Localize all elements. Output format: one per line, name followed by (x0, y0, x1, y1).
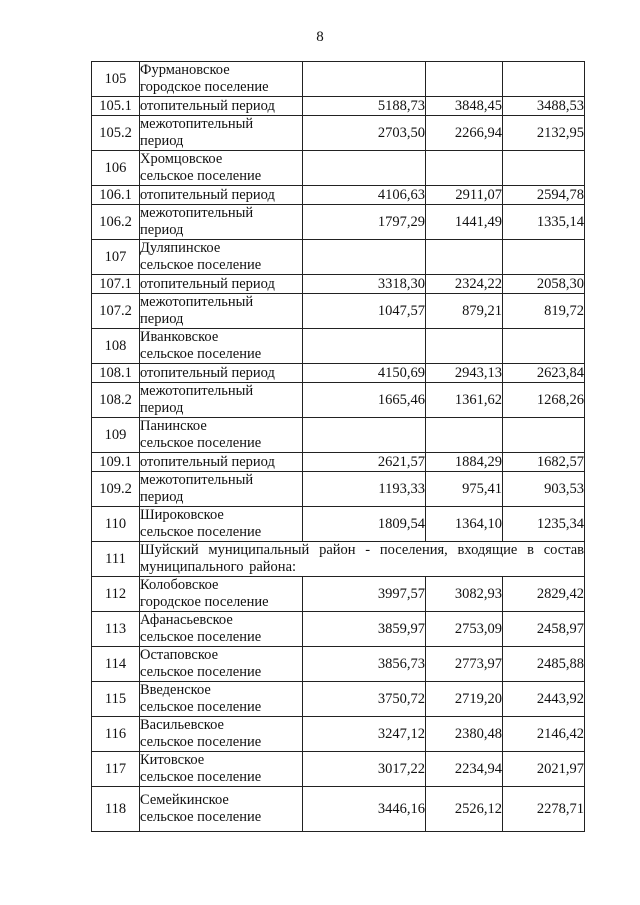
settlement-name (140, 787, 303, 832)
row-number: 108 (92, 329, 140, 364)
value-cell-v1 (303, 62, 426, 97)
value-cell-v3: 2594,78 (503, 186, 585, 205)
name-line: сельское поселение (140, 629, 262, 645)
value-cell-v2: 975,41 (426, 472, 503, 507)
value-cell-v3: 2485,88 (503, 647, 585, 682)
value-cell-v1 (303, 151, 426, 186)
value-cell-v3: 2829,42 (503, 577, 585, 612)
settlement-name (140, 186, 303, 205)
value-cell-v2: 2380,48 (426, 717, 503, 752)
value-cell-v3: 2021,97 (503, 752, 585, 787)
value-cell-v2: 2266,94 (426, 116, 503, 151)
table-row (92, 364, 585, 383)
value-cell-v1: 3859,97 (303, 612, 426, 647)
value-cell-v3: 2623,84 (503, 364, 585, 383)
table-row (92, 97, 585, 116)
table-row (92, 647, 585, 682)
value-cell-v1: 3750,72 (303, 682, 426, 717)
name-line: межотопительный (140, 383, 254, 399)
settlement-name (140, 717, 303, 752)
settlement-name (140, 752, 303, 787)
value-cell-v1: 3446,16 (303, 787, 426, 832)
name-line: Васильевское (140, 717, 224, 733)
value-cell-v2: 2911,07 (426, 186, 503, 205)
value-cell-v3 (503, 62, 585, 97)
row-number: 105 (92, 62, 140, 97)
table-row (92, 383, 585, 418)
name-line: сельское поселение (140, 168, 262, 184)
row-number: 107.2 (92, 294, 140, 329)
table-row (92, 205, 585, 240)
value-cell-v3 (503, 418, 585, 453)
value-cell-v1: 3997,57 (303, 577, 426, 612)
row-number: 106 (92, 151, 140, 186)
value-cell-v1: 3856,73 (303, 647, 426, 682)
row-number: 107 (92, 240, 140, 275)
row-number: 106.1 (92, 186, 140, 205)
name-line: Остаповское (140, 647, 219, 663)
name-line: Панинское (140, 418, 207, 434)
name-line: отопительный период (140, 275, 275, 292)
row-number: 105.2 (92, 116, 140, 151)
value-cell-v3: 2146,42 (503, 717, 585, 752)
value-cell-v3 (503, 329, 585, 364)
value-cell-v3: 2443,92 (503, 682, 585, 717)
settlement-name (140, 612, 303, 647)
settlement-name (140, 364, 303, 383)
name-line: сельское поселение (140, 346, 262, 362)
name-line: сельское поселение (140, 734, 262, 750)
row-number: 109.2 (92, 472, 140, 507)
settlement-name (140, 275, 303, 294)
row-number: 114 (92, 647, 140, 682)
name-line: Введенское (140, 682, 211, 698)
name-line: Фурмановское (140, 62, 230, 78)
name-line: Афанасьевское (140, 612, 233, 628)
row-number: 113 (92, 612, 140, 647)
settlement-name (140, 418, 303, 453)
value-cell-v1 (303, 240, 426, 275)
value-cell-v3: 819,72 (503, 294, 585, 329)
row-number: 107.1 (92, 275, 140, 294)
value-cell-v2: 2943,13 (426, 364, 503, 383)
value-cell-v2: 2773,97 (426, 647, 503, 682)
settlement-name (140, 682, 303, 717)
settlement-name (140, 240, 303, 275)
name-line: сельское поселение (140, 435, 262, 451)
value-cell-v1: 3017,22 (303, 752, 426, 787)
name-line: Семейкинское (140, 792, 229, 808)
value-cell-v2: 2753,09 (426, 612, 503, 647)
tariff-table (91, 61, 585, 832)
table-row (92, 116, 585, 151)
name-line: отопительный период (140, 186, 275, 203)
row-number: 105.1 (92, 97, 140, 116)
settlement-name (140, 62, 303, 97)
table-row (92, 294, 585, 329)
name-line: Колобовское (140, 577, 219, 593)
name-line: межотопительный (140, 472, 254, 488)
name-line: сельское поселение (140, 664, 262, 680)
value-cell-v2: 3082,93 (426, 577, 503, 612)
settlement-name (140, 383, 303, 418)
row-number: 108.1 (92, 364, 140, 383)
value-cell-v3: 2278,71 (503, 787, 585, 832)
value-cell-v2: 2324,22 (426, 275, 503, 294)
table-row (92, 329, 585, 364)
row-number: 116 (92, 717, 140, 752)
value-cell-v1: 1665,46 (303, 383, 426, 418)
value-cell-v2: 1364,10 (426, 507, 503, 542)
settlement-name (140, 329, 303, 364)
value-cell-v3: 1268,26 (503, 383, 585, 418)
table-row (92, 507, 585, 542)
table-row (92, 787, 585, 832)
table-row (92, 542, 585, 577)
settlement-name (140, 453, 303, 472)
table-row (92, 612, 585, 647)
value-cell-v2: 3848,45 (426, 97, 503, 116)
value-cell-v1: 5188,73 (303, 97, 426, 116)
table-row (92, 186, 585, 205)
name-line: период (140, 133, 184, 149)
value-cell-v1: 4106,63 (303, 186, 426, 205)
section-heading: Шуйский муниципальный район - поселения, входящие в состав муниципального района: (140, 542, 584, 575)
value-cell-v1: 1193,33 (303, 472, 426, 507)
table-row (92, 453, 585, 472)
value-cell-v2 (426, 240, 503, 275)
table-row (92, 240, 585, 275)
table-row (92, 418, 585, 453)
settlement-name (140, 116, 303, 151)
value-cell-v2: 879,21 (426, 294, 503, 329)
row-number: 109.1 (92, 453, 140, 472)
name-line: сельское поселение (140, 769, 262, 785)
name-line: Иванковское (140, 329, 219, 345)
row-number: 118 (92, 787, 140, 832)
table-row (92, 682, 585, 717)
value-cell-v1: 4150,69 (303, 364, 426, 383)
name-line: отопительный период (140, 97, 275, 114)
name-line: период (140, 311, 184, 327)
value-cell-v3: 2058,30 (503, 275, 585, 294)
value-cell-v2: 2234,94 (426, 752, 503, 787)
settlement-name (140, 205, 303, 240)
row-number: 112 (92, 577, 140, 612)
name-line: период (140, 400, 184, 416)
name-line: Хромцовское (140, 151, 223, 167)
value-cell-v2: 2526,12 (426, 787, 503, 832)
value-cell-v3: 1335,14 (503, 205, 585, 240)
settlement-name (140, 647, 303, 682)
row-number: 109 (92, 418, 140, 453)
value-cell-v1: 3318,30 (303, 275, 426, 294)
name-line: период (140, 489, 184, 505)
name-line: Дуляпинское (140, 240, 221, 256)
value-cell-v3: 2132,95 (503, 116, 585, 151)
name-line: сельское поселение (140, 524, 262, 540)
table-body (92, 62, 585, 832)
value-cell-v3 (503, 151, 585, 186)
value-cell-v3: 1235,34 (503, 507, 585, 542)
table-row (92, 577, 585, 612)
value-cell-v3 (503, 240, 585, 275)
name-line: межотопительный (140, 294, 254, 310)
value-cell-v2 (426, 151, 503, 186)
name-line: Китовское (140, 752, 205, 768)
value-cell-v2: 1884,29 (426, 453, 503, 472)
value-cell-v1: 1797,29 (303, 205, 426, 240)
name-line: Широковское (140, 507, 224, 523)
settlement-name (140, 507, 303, 542)
row-number: 115 (92, 682, 140, 717)
table-row (92, 717, 585, 752)
row-number: 106.2 (92, 205, 140, 240)
name-line: сельское поселение (140, 699, 262, 715)
value-cell-v2: 1361,62 (426, 383, 503, 418)
value-cell-v2 (426, 418, 503, 453)
name-line: сельское поселение (140, 809, 262, 825)
value-cell-v3: 2458,97 (503, 612, 585, 647)
value-cell-v1: 2621,57 (303, 453, 426, 472)
settlement-name (140, 151, 303, 186)
row-number: 108.2 (92, 383, 140, 418)
page-number: 8 (316, 29, 324, 45)
value-cell-v3: 3488,53 (503, 97, 585, 116)
table-row (92, 275, 585, 294)
row-number: 110 (92, 507, 140, 542)
value-cell-v3: 903,53 (503, 472, 585, 507)
value-cell-v1 (303, 329, 426, 364)
settlement-name (140, 472, 303, 507)
table-row (92, 752, 585, 787)
value-cell-v1: 1809,54 (303, 507, 426, 542)
value-cell-v3: 1682,57 (503, 453, 585, 472)
value-cell-v1: 3247,12 (303, 717, 426, 752)
value-cell-v1: 1047,57 (303, 294, 426, 329)
name-line: городское поселение (140, 594, 269, 610)
value-cell-v2: 1441,49 (426, 205, 503, 240)
value-cell-v2 (426, 329, 503, 364)
value-cell-v2: 2719,20 (426, 682, 503, 717)
table-row (92, 472, 585, 507)
name-line: сельское поселение (140, 257, 262, 273)
name-line: отопительный период (140, 364, 275, 381)
settlement-name (140, 577, 303, 612)
settlement-name (140, 294, 303, 329)
settlement-name (140, 97, 303, 116)
value-cell-v1 (303, 418, 426, 453)
table-row (92, 151, 585, 186)
value-cell-v1: 2703,50 (303, 116, 426, 151)
table-row (92, 62, 585, 97)
name-line: городское поселение (140, 79, 269, 95)
value-cell-v2 (426, 62, 503, 97)
row-number: 111 (92, 542, 140, 577)
name-line: период (140, 222, 184, 238)
row-number: 117 (92, 752, 140, 787)
name-line: отопительный период (140, 453, 275, 470)
name-line: межотопительный (140, 116, 254, 132)
name-line: межотопительный (140, 205, 254, 221)
